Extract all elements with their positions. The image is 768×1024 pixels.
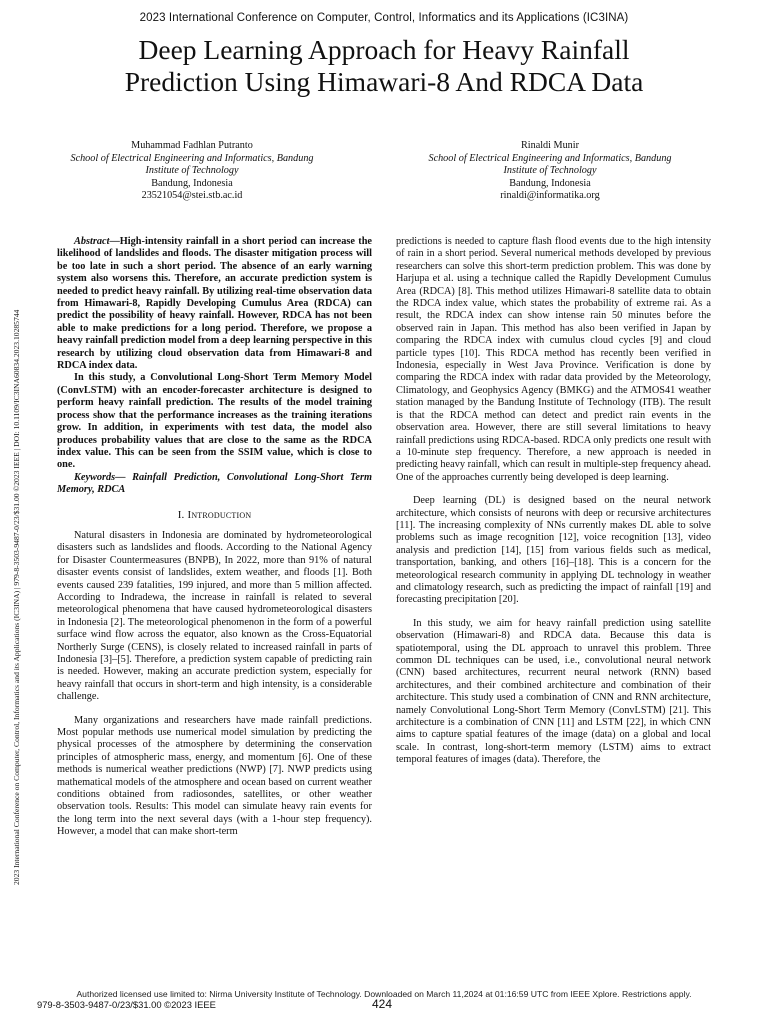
body-paragraph: Deep learning (DL) is designed based on the neural network architecture, which consists of neurons with deep or recursive architectures [11]. The increasing complexity of NNs currently makes DL able to solve problems such as image recognition [12], voice recognition [13], video analysis and prediction [14], [15] from various fields such as medical, transportation, banking, and others [16]–[18]. This is a concern for the meteorological research community in applying DL technology in weather and climatology research, such as predicting the impact of rainfall [19] and forecasting precipitation [20]. (396, 495, 711, 606)
abstract-paragraph-1: Abstract—High-intensity rainfall in a short period can increase the likelihood of landslides and floods. The disaster mitigation process will be too late in such a short period. The absence of an early warning system also worsens this. Therefore, an accurate prediction system is needed to predict heavy rainfall. By utilizing real-time observation data from Himawari-8, Rapidly Developing Cumulus Area (RDCA) can predict the possibility of heavy rainfall. However, RDCA has not been able to make predictions for a long period. Therefore, we propose a heavy rainfall prediction model from a deep learning perspective in this research by utilizing cloud observation data from Himawari-8 and RDCA index data. (57, 236, 372, 372)
section-heading-introduction: I. Introduction (177, 508, 252, 521)
paper-title (40, 34, 728, 98)
author-name: Muhammad Fadhlan Putranto (131, 140, 253, 151)
abstract-paragraph-2: In this study, a Convolutional Long-Short Term Memory Model (ConvLSTM) with an encoder-forecaster architecture is designed to perform heavy rainfall prediction. The results of the model training process show that the performance increases as the training iterations grow. In addition, in experiments with test data, the model also produces probability values that are close to the same as the RDCA index value. This can be seen from the SSIM value, which is close to one. (57, 372, 372, 471)
author-affiliation: School of Electrical Engineering and Informatics, Bandung (428, 152, 672, 164)
author-block-2 (385, 140, 715, 203)
author-name: Rinaldi Munir (520, 140, 579, 151)
side-strip-citation: 2023 International Conference on Computer, Control, Informatics and its Applications (IC3INA) | 979-8-3503-9487-0/23/$31.00 ©2023 IEEE | DOI: 10.1109/IC3INA60834.2023.10285744 (12, 309, 21, 885)
author-affiliation: Institute of Technology (145, 165, 239, 177)
author-block-1 (27, 140, 357, 203)
author-email: rinaldi@informatika.org (500, 190, 600, 202)
author-location: Bandung, Indonesia (151, 177, 233, 189)
paper-title-line-2: Prediction Using Himawari-8 And RDCA Data (124, 66, 644, 97)
authorized-use-notice: Authorized licensed use limited to: Nirma University Institute of Technology. Downloaded on March 11,2024 at 01:16:59 UTC from IEEE Xplore. Restrictions apply. (76, 989, 692, 999)
body-paragraph: predictions is needed to capture flash flood events due to the high intensity of rain in a short period. Several numerical methods developed by previous researchers can solve this short-term prediction problem. This was done by Harjupa et al. using a technique called the Rapidly Development Cumulus Area (RDCA) [8]. This method utilizes Himawari-8 satellite data to obtain the RDCA index value, which states the probability of extreme rai. As a result, the RDCA index can show intense rain 50 minutes before the observed rain in Japan. This method has also been verified in Japan by comparing the RDCA index with cumulus cloud cycles [9] and cloud particle types [10]. This RDCA method has recently been verified in Indonesia, especially in West Java Province. Verification is done by comparing the RDCA index with radar data provided by the Meteorology, Climatology, and Geophysics Agency (BMKG) and the ATMOS41 weather station managed by the Bandung Institute of Technology (ITB). The result is that the RDCA method can detect and predict rain events in the observation area. However, there are still several limitations to heavy rainfall predictions using RDCA-based. RDCA only predicts one result with a 10-minute step frequency. Therefore, a new approach is needed in predicting heavy rainfall, which can result in multiple-step frequency ahead. One of the approaches currently being developed is deep learning. (396, 236, 711, 483)
author-affiliation: Institute of Technology (503, 165, 597, 177)
page-number: 424 (372, 997, 393, 1011)
body-paragraph: Many organizations and researchers have made rainfall predictions. Most popular methods use numerical model simulation by predicting the physical processes of the atmosphere by determining the conservation principles of atmospheric mass, energy, and momentum [6]. One of these methods is numerical weather predictions (NWP) [7]. NWP predicts using mathematical models of the atmosphere and ocean based on current weather conditions obtained from radiosondes, satellites, or other weather observation tools. Results: This model can simulate heavy rain events for the long term into the next several days (with a 1-hour step frequency). However, a model that can make short-term (57, 714, 372, 838)
right-column (396, 236, 711, 767)
left-column (57, 236, 372, 839)
body-paragraph: Natural disasters in Indonesia are dominated by hydrometeorological disasters such as landslides and floods. According to the National Agency for Disaster Countermeasures (BNPB), In 2022, more than 91% of natural disaster events consist of landslides, extem weather, and floods [1]. Both events caused 239 fatalities, 199 injured, and more than 5 million affected. According to Indradewa, the increase in rainfall is related to several meteorological phenomena that have caused hydrometeorological disasters in Indonesia [2]. The meteorological phenomenon in the form of a powerful surface wind flow across the equator, also known as the Cross-Equatorial Northerly Surge (CENS), is closely related to increased rainfall in parts of Indonesia [3]–[5]. Therefore, a prediction system capable of predicting rain is needed. However, making an accurate prediction system, especially for heavy rainfall that occurs in short-term and high intensity, is a considerable challenge. (57, 529, 372, 703)
body-paragraph: In this study, we aim for heavy rainfall prediction using satellite observation (Himawari-8) and RDCA data. Because this data is spatiotemporal, using the DL approach to unravel this problem. Three common DL techniques can be used, i.e., convolutional neural network (CNN) based architectures, recurrent neural network (RNN) based architectures, and their combined architecture and combination of their architecture. This study used a combination of CNN and RNN architecture, namely Convolutional Long-Short Term Memory (ConvLSTM) [21]. This architecture is a combination of CNN [11] and LSTM [22], in which CNN aims to capture spatial features of the image (data) on a global and local scale. In contrast, long-short-term memory (LSTM) aims to extract temporal features of images (data). Therefore, the (396, 617, 711, 766)
author-location: Bandung, Indonesia (509, 177, 591, 189)
keywords: Keywords— Rainfall Prediction, Convolutional Long-Short Term Memory, RDCA (57, 471, 372, 496)
paper-title-line-1: Deep Learning Approach for Heavy Rainfall (138, 34, 630, 65)
author-email: 23521054@stei.stb.ac.id (141, 190, 243, 202)
abstract-label: Abstract (74, 236, 110, 247)
conference-header: 2023 International Conference on Computer, Control, Informatics and its Applications (IC3INA) (139, 12, 629, 24)
author-affiliation: School of Electrical Engineering and Informatics, Bandung (70, 152, 314, 164)
isbn-copyright: 979-8-3503-9487-0/23/$31.00 ©2023 IEEE (37, 999, 216, 1010)
